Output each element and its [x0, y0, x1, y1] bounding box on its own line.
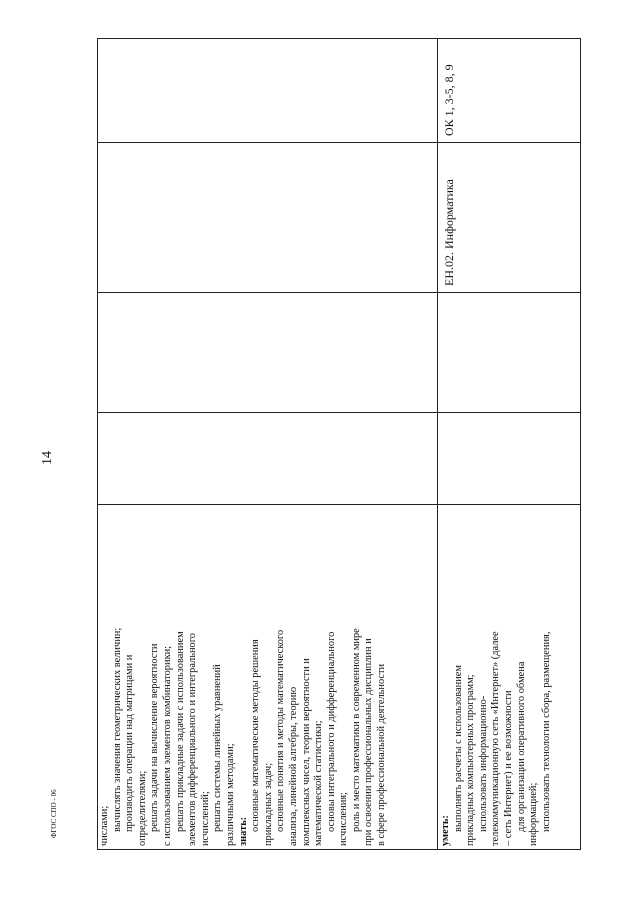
- table-row-2: [437, 38, 581, 850]
- text-line: в сфере профессиональной деятельности: [376, 663, 388, 846]
- text-line: для организации оперативного обмена: [515, 661, 527, 832]
- text-line: производить операции над матрицами и: [124, 654, 136, 832]
- text-line: использовать технологии сбора, размещения,: [540, 631, 552, 832]
- discipline-cell: [438, 143, 581, 293]
- table-row-1: [97, 38, 437, 850]
- text-line: элементов дифференциального и интегрального: [187, 633, 199, 846]
- text-line: вычислять значения геометрических величин;: [111, 627, 123, 832]
- text-line: числами;: [99, 805, 110, 846]
- empty-cell: [97, 413, 437, 505]
- text-line: исчисления;: [338, 792, 350, 846]
- competency-description-cell: [97, 505, 437, 850]
- page-footer: ФГОС СПО - 06: [50, 789, 58, 838]
- text-line: выполнять расчеты с использованием: [452, 665, 464, 832]
- text-line: прикладных задач;: [262, 762, 274, 846]
- text-line: математической статистики;: [313, 720, 325, 846]
- competency-description-cell: [438, 505, 581, 850]
- discipline-label: ЕН.02. Информатика: [442, 179, 456, 286]
- empty-cell: [97, 143, 437, 293]
- text-line: исчислений;: [199, 791, 211, 846]
- text-line: с использованием элементов комбинаторики;: [161, 645, 173, 846]
- empty-cell: [438, 413, 581, 505]
- text-line: комплексных чисел, теории вероятности и: [300, 658, 312, 846]
- text-line: решать прикладные задачи с использованием: [174, 631, 186, 832]
- text-line: основные математические методы решения: [250, 639, 262, 832]
- text-line: определителями;: [136, 770, 148, 846]
- page-number: 14: [40, 451, 55, 465]
- text-line: знать:: [237, 816, 249, 846]
- competencies-label: ОК 1, 3-5, 8, 9: [442, 64, 456, 136]
- text-line: телекоммуникационную сеть «Интернет» (далее: [490, 631, 502, 846]
- text-line: использовать информационно-: [477, 695, 489, 832]
- text-line: основы интегрального и дифференциального: [325, 631, 337, 832]
- text-line: различными методами;: [224, 743, 236, 846]
- text-line: прикладных компьютерных программ;: [465, 674, 477, 846]
- text-line: основные понятия и методы математического: [275, 629, 287, 832]
- empty-cell: [97, 293, 437, 413]
- text-line: решать системы линейных уравнений: [212, 664, 224, 832]
- text-line: при освоении профессиональных дисциплин и: [363, 638, 375, 846]
- text-line: анализа, линейной алгебры, теорию: [287, 686, 299, 846]
- text-line: – сеть Интернет) и ее возможности: [502, 690, 514, 846]
- competencies-cell: [438, 38, 581, 143]
- empty-cell: [97, 38, 437, 143]
- text-line: роль и место математики в современном мире: [350, 628, 362, 832]
- text-line: решать задачи на вычисление вероятности: [149, 643, 161, 832]
- text-line: информацией;: [528, 782, 540, 846]
- empty-cell: [438, 293, 581, 413]
- text-line: уметь:: [440, 815, 451, 846]
- curriculum-table: [97, 38, 581, 850]
